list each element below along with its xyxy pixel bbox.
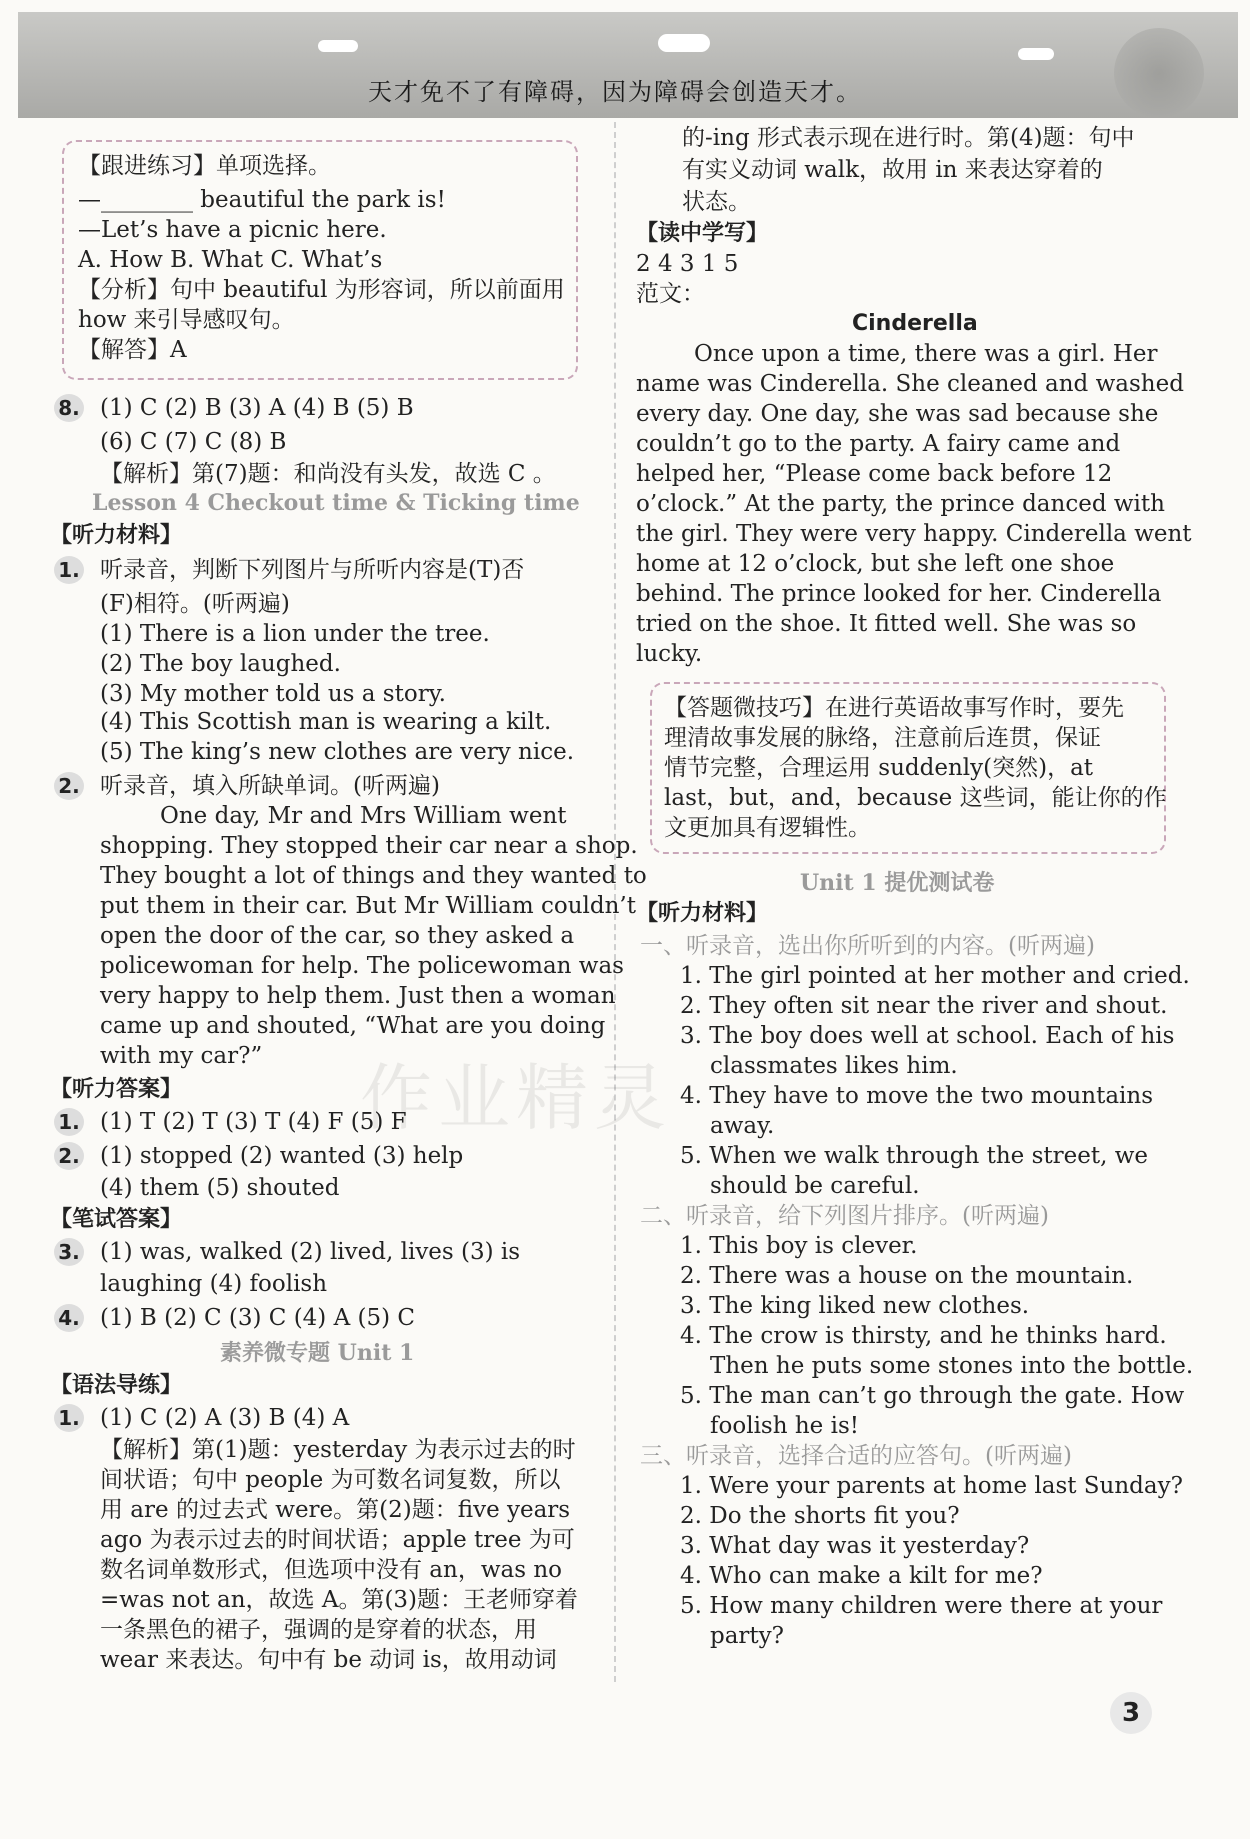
- text-line: [100, 1526, 575, 1554]
- line-text: (4) them (5) shouted: [100, 1175, 340, 1201]
- text-line: [78, 152, 331, 180]
- line-text: wear 来表达。句中有 be 动词 is，故用动词: [100, 1647, 557, 1673]
- line-text: =was not an，故选 A。第(3)题：王老师穿着: [100, 1587, 579, 1613]
- watermark: 作业精灵: [360, 1056, 673, 1140]
- text-line: [636, 280, 705, 308]
- text-line: [100, 460, 556, 488]
- line-text: helped her, “Please come back before 12: [636, 461, 1113, 487]
- line-text: classmates likes him.: [710, 1053, 958, 1079]
- line-text: 【语法导练】: [50, 1373, 183, 1398]
- text-line: [100, 590, 290, 618]
- line-text: home at 12 o’clock, but she left one shoe: [636, 551, 1115, 577]
- text-line: [680, 1142, 1148, 1170]
- text-line: [100, 650, 341, 678]
- line-text: (1) There is a lion under the tree.: [100, 621, 490, 647]
- text-line: [710, 1112, 774, 1140]
- page-number: 3: [1110, 1692, 1152, 1734]
- text-line: [636, 900, 768, 928]
- line-text: lucky.: [636, 641, 703, 667]
- text-line: [664, 754, 1093, 782]
- text-line: [50, 1076, 182, 1104]
- text-line: [58, 1142, 464, 1170]
- line-text: party?: [710, 1623, 784, 1649]
- line-text: last，but，and，because 这些词，能让你的作: [664, 785, 1167, 811]
- line-text: 1. Were your parents at home last Sunday?: [680, 1473, 1183, 1499]
- line-text: (1) was, walked (2) lived, lives (3) is: [100, 1239, 521, 1265]
- text-line: [100, 922, 574, 950]
- line-text: A. How B. What C. What’s: [78, 247, 383, 273]
- line-text: policewoman for help. The policewoman was: [100, 953, 624, 979]
- line-text: 【答题微技巧】在进行英语故事写作时，要先: [664, 695, 1124, 721]
- text-line: [694, 340, 1157, 368]
- line-text: (3) My mother told us a story.: [100, 681, 446, 707]
- text-line: [100, 1556, 562, 1584]
- text-line: [636, 460, 1112, 488]
- line-text: 理清故事发展的脉络，注意前后连贯，保证: [664, 725, 1101, 751]
- text-line: [78, 306, 295, 334]
- line-text: (1) stopped (2) wanted (3) help: [100, 1143, 464, 1169]
- text-line: [682, 188, 751, 216]
- cloud-decoration: [658, 34, 710, 52]
- text-line: [710, 1622, 784, 1650]
- text-line: [636, 370, 1184, 398]
- text-line: [100, 952, 624, 980]
- line-text: 间状语；句中 people 为可数名词复数，所以: [100, 1467, 561, 1493]
- line-text: 2 4 3 1 5: [636, 251, 739, 277]
- line-text: 4. They have to move the two mountains: [680, 1083, 1154, 1109]
- line-text: 【读中学写】: [636, 221, 769, 246]
- text-line: [78, 246, 382, 274]
- line-text: (4) This Scottish man is wearing a kilt.: [100, 709, 552, 735]
- line-text: o’clock.” At the party, the prince danced with: [636, 491, 1165, 517]
- text-line: [50, 1206, 182, 1234]
- text-line: [58, 1238, 521, 1266]
- question-number: 2.: [54, 1142, 84, 1170]
- line-text: 3. What day was it yesterday?: [680, 1533, 1030, 1559]
- line-text: how 来引导感叹句。: [78, 307, 295, 333]
- question-number: 3.: [54, 1238, 84, 1266]
- text-line: [680, 1472, 1183, 1500]
- cloud-decoration: [318, 40, 358, 52]
- line-text: (1) C (2) A (3) B (4) A: [100, 1405, 350, 1431]
- text-line: [50, 522, 182, 550]
- text-line: [636, 250, 738, 278]
- line-text: 【听力答案】: [50, 1077, 183, 1102]
- line-text: 4. The crow is thirsty, and he thinks hard.: [680, 1323, 1167, 1349]
- text-line: [636, 640, 702, 668]
- line-text: (1) T (2) T (3) T (4) F (5) F: [100, 1109, 407, 1135]
- line-text: Then he puts some stones into the bottle.: [710, 1353, 1194, 1379]
- line-text: (1) C (2) B (3) A (4) B (5) B: [100, 395, 414, 421]
- line-text: 【笔试答案】: [50, 1207, 183, 1232]
- line-text: Cinderella: [852, 311, 978, 336]
- cloud-decoration: [1018, 48, 1054, 60]
- line-text: 2. Do the shorts fit you?: [680, 1503, 960, 1529]
- text-line: [58, 556, 525, 584]
- line-text: tried on the shoe. It fitted well. She was so: [636, 611, 1137, 637]
- text-line: [58, 394, 414, 422]
- text-line: [636, 220, 768, 248]
- line-text: Once upon a time, there was a girl. Her: [694, 341, 1158, 367]
- section-title: Unit 1 提优测试卷: [800, 870, 995, 896]
- text-line: [100, 1616, 537, 1644]
- line-text: behind. The prince looked for her. Cinderella: [636, 581, 1162, 607]
- line-text: 【跟进练习】单项选择。: [78, 153, 331, 179]
- line-text: 二、听录音，给下列图片排序。(听两遍): [640, 1203, 1049, 1229]
- question-number: 4.: [54, 1304, 84, 1332]
- line-text: name was Cinderella. She cleaned and washed: [636, 371, 1184, 397]
- section-title: Lesson 4 Checkout time & Ticking time: [92, 490, 580, 516]
- text-line: [680, 1562, 1043, 1590]
- text-line: [78, 276, 565, 304]
- text-line: [664, 814, 871, 842]
- line-text: shopping. They stopped their car near a shop.: [100, 833, 638, 859]
- text-line: [636, 400, 1158, 428]
- line-text: 数名词单数形式，但选项中没有 an，was no: [100, 1557, 563, 1583]
- line-text: (F)相符。(听两遍): [100, 591, 290, 617]
- text-line: [100, 1270, 327, 1298]
- line-text: came up and shouted, “What are you doing: [100, 1013, 606, 1039]
- line-text: 一条黑色的裙子，强调的是穿着的状态，用: [100, 1617, 537, 1643]
- line-text: 的-ing 形式表示现在进行时。第(4)题：句中: [682, 125, 1135, 151]
- text-line: [58, 1404, 350, 1432]
- text-line: [100, 832, 638, 860]
- line-text: 【解析】第(7)题：和尚没有头发，故选 C 。: [100, 461, 556, 487]
- line-text: ago 为表示过去的时间状语；apple tree 为可: [100, 1527, 575, 1553]
- line-text: (6) C (7) C (8) B: [100, 429, 287, 455]
- line-text: —Let’s have a picnic here.: [78, 217, 387, 243]
- text-line: [640, 1442, 1072, 1470]
- line-text: 【分析】句中 beautiful 为形容词，所以前面用: [78, 277, 565, 303]
- tree-decoration: [1114, 28, 1204, 118]
- line-text: very happy to help them. Just then a woman: [100, 983, 616, 1009]
- text-line: [710, 1052, 958, 1080]
- question-number: 1.: [54, 556, 84, 584]
- line-text: 5. How many children were there at your: [680, 1593, 1163, 1619]
- line-text: 文更加具有逻辑性。: [664, 815, 871, 841]
- text-line: [78, 336, 187, 364]
- line-text: 2. There was a house on the mountain.: [680, 1263, 1134, 1289]
- line-text: 有实义动词 walk，故用 in 来表达穿着的: [682, 157, 1103, 183]
- text-line: [100, 862, 647, 890]
- line-text: 1. This boy is clever.: [680, 1233, 918, 1259]
- question-number: 8.: [54, 394, 84, 422]
- line-text: 1. The girl pointed at her mother and cried.: [680, 963, 1190, 989]
- text-line: [100, 620, 490, 648]
- text-line: [636, 580, 1161, 608]
- text-line: [636, 610, 1136, 638]
- text-line: [100, 1586, 578, 1614]
- header-banner: [18, 12, 1238, 118]
- line-text: 【听力材料】: [50, 523, 183, 548]
- text-line: [680, 1082, 1153, 1110]
- text-line: [100, 982, 616, 1010]
- section-title: 素养微专题 Unit 1: [220, 1340, 415, 1366]
- line-text: (5) The king’s new clothes are very nice.: [100, 739, 575, 765]
- line-text: away.: [710, 1113, 775, 1139]
- text-line: [710, 1352, 1193, 1380]
- text-line: [680, 1532, 1029, 1560]
- text-line: [100, 1646, 557, 1674]
- text-line: [100, 1466, 561, 1494]
- line-text: 用 are 的过去式 were。第(2)题：five years: [100, 1497, 571, 1523]
- text-line: [680, 1322, 1167, 1350]
- text-line: [852, 310, 978, 338]
- text-line: [636, 550, 1114, 578]
- line-text: 5. The man can’t go through the gate. How: [680, 1383, 1185, 1409]
- text-line: [680, 962, 1190, 990]
- line-text: 听录音，填入所缺单词。(听两遍): [100, 773, 440, 799]
- text-line: [710, 1172, 920, 1200]
- text-line: [640, 932, 1095, 960]
- line-text: 5. When we walk through the street, we: [680, 1143, 1149, 1169]
- text-line: [58, 772, 440, 800]
- header-motto: 天才免不了有障碍，因为障碍会创造天才。: [368, 78, 862, 106]
- line-text: with my car?”: [100, 1043, 263, 1069]
- line-text: 范文：: [636, 281, 705, 307]
- text-line: [636, 490, 1165, 518]
- line-text: 4. Who can make a kilt for me?: [680, 1563, 1043, 1589]
- line-text: 2. They often sit near the river and shout.: [680, 993, 1168, 1019]
- line-text: 【听力材料】: [636, 901, 769, 926]
- line-text: 【解答】A: [78, 337, 187, 363]
- text-line: [680, 992, 1167, 1020]
- text-line: [680, 1232, 917, 1260]
- line-text: laughing (4) foolish: [100, 1271, 328, 1297]
- line-text: couldn’t go to the party. A fairy came and: [636, 431, 1121, 457]
- text-line: [100, 1012, 605, 1040]
- text-line: [710, 1412, 859, 1440]
- text-line: [100, 892, 636, 920]
- text-line: [50, 1372, 182, 1400]
- line-text: (1) B (2) C (3) C (4) A (5) C: [100, 1305, 416, 1331]
- line-text: 情节完整，合理运用 suddenly(突然)，at: [664, 755, 1094, 781]
- text-line: [100, 1174, 339, 1202]
- line-text: 3. The king liked new clothes.: [680, 1293, 1030, 1319]
- line-text: should be careful.: [710, 1173, 920, 1199]
- line-text: 状态。: [682, 189, 751, 215]
- line-text: 听录音，判断下列图片与所听内容是(T)否: [100, 557, 525, 583]
- line-text: open the door of the car, so they asked a: [100, 923, 575, 949]
- line-text: 【解析】第(1)题：yesterday 为表示过去的时: [100, 1437, 576, 1463]
- text-line: [664, 784, 1167, 812]
- text-line: [680, 1502, 960, 1530]
- text-line: [682, 124, 1135, 152]
- question-number: 2.: [54, 772, 84, 800]
- text-line: [58, 1304, 416, 1332]
- text-line: [640, 1202, 1049, 1230]
- line-text: the girl. They were very happy. Cinderella went: [636, 521, 1192, 547]
- text-line: [664, 724, 1101, 752]
- line-text: They bought a lot of things and they wanted to: [100, 863, 647, 889]
- text-line: [100, 1042, 262, 1070]
- line-text: —________ beautiful the park is!: [78, 187, 446, 213]
- text-line: [78, 186, 446, 214]
- text-line: [636, 430, 1120, 458]
- text-line: [100, 738, 574, 766]
- line-text: 3. The boy does well at school. Each of his: [680, 1023, 1175, 1049]
- line-text: One day, Mr and Mrs William went: [160, 803, 567, 829]
- line-text: put them in their car. But Mr William couldn’t: [100, 893, 636, 919]
- line-text: foolish he is!: [710, 1413, 859, 1439]
- text-line: [680, 1382, 1184, 1410]
- text-line: [160, 802, 567, 830]
- text-line: [680, 1262, 1133, 1290]
- text-line: [100, 708, 551, 736]
- question-number: 1.: [54, 1404, 84, 1432]
- text-line: [680, 1592, 1162, 1620]
- text-line: [636, 520, 1192, 548]
- text-line: [78, 216, 387, 244]
- text-line: [682, 156, 1103, 184]
- text-line: [680, 1292, 1029, 1320]
- line-text: 三、听录音，选择合适的应答句。(听两遍): [640, 1443, 1072, 1469]
- line-text: every day. One day, she was sad because she: [636, 401, 1159, 427]
- line-text: 一、听录音，选出你所听到的内容。(听两遍): [640, 933, 1095, 959]
- text-line: [100, 680, 446, 708]
- text-line: [100, 1436, 576, 1464]
- text-line: [100, 1496, 570, 1524]
- text-line: [100, 428, 286, 456]
- text-line: [680, 1022, 1174, 1050]
- text-line: [664, 694, 1124, 722]
- question-number: 1.: [54, 1108, 84, 1136]
- line-text: (2) The boy laughed.: [100, 651, 341, 677]
